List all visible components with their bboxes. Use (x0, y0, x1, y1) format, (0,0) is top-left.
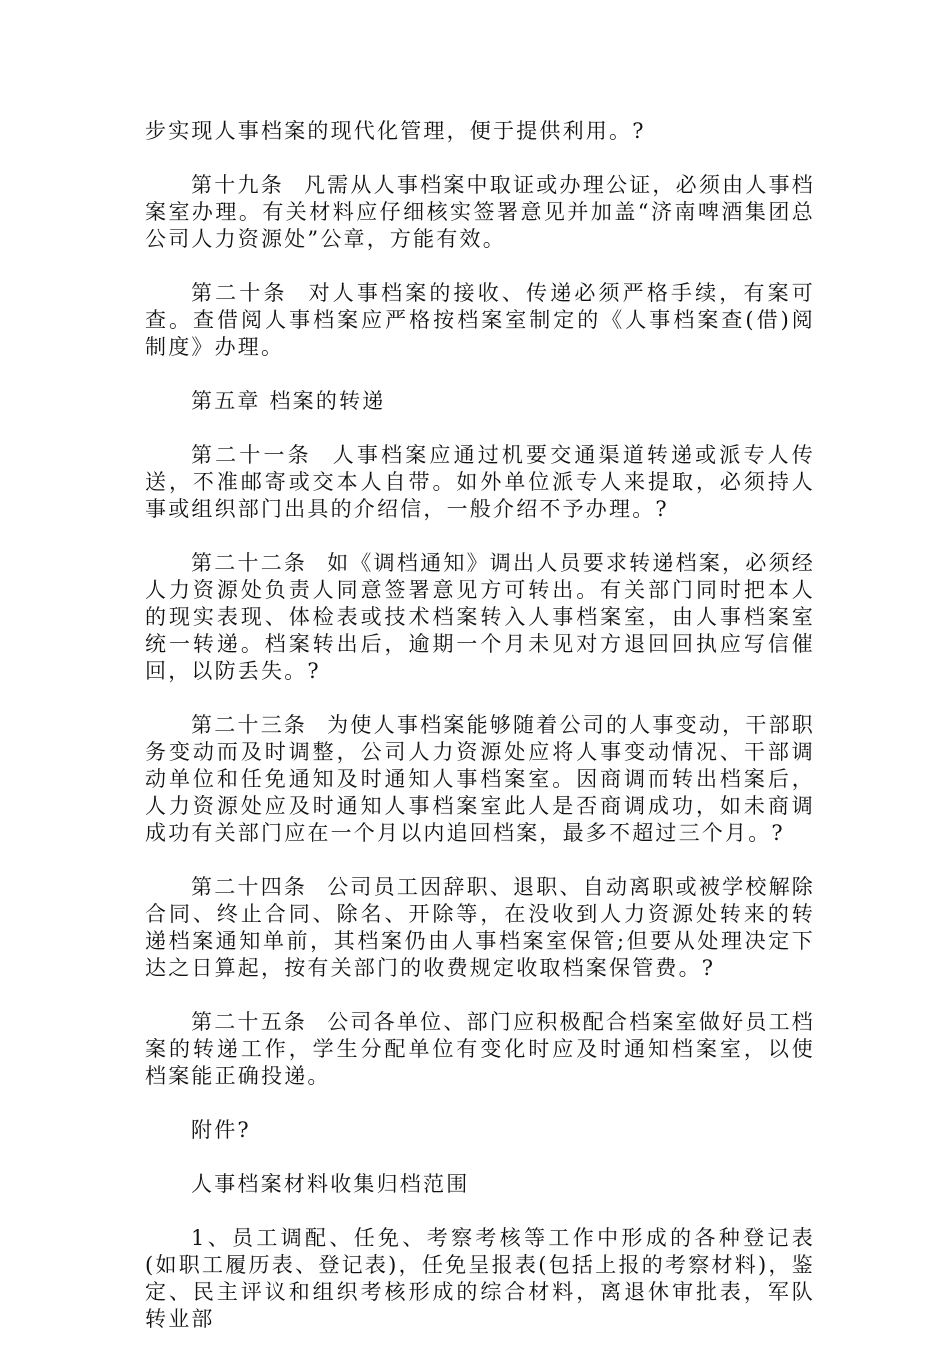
article-label: 第二十一条 (191, 443, 312, 467)
article-label: 第二十条 (191, 281, 288, 305)
article-label: 第二十三条 (191, 713, 308, 737)
paragraph-text: 步实现人事档案的现代化管理，便于提供利用。? (145, 119, 646, 143)
article-19 (145, 172, 815, 253)
article-text: 对人事档案的接收、传递必须严格手续，有案可查。查借阅人事档案应严格按档案室制定的《人事档案查(借)阅制度》办理。 (145, 281, 815, 359)
article-text: 人事档案应通过机要交通渠道转递或派专人传送，不准邮寄或交本人自带。如外单位派专人来提取，必须持人事或组织部门出具的介绍信，一般介绍不予办理。? (145, 443, 816, 521)
article-20 (145, 280, 815, 361)
document-body (145, 118, 815, 1360)
list-item (145, 1225, 815, 1333)
article-text: 如《调档通知》调出人员要求转递档案，必须经人力资源处负责人同意签署意见方可转出。有关部门同时把本人的现实表现、体检表或技术档案转入人事档案室，由人事档案室统一转递。档案转出后，逾期一个月未见对方退回回执应写信催回，以防丢失。? (145, 551, 815, 683)
continuation-paragraph (145, 118, 815, 145)
article-text: 公司员工因辞职、退职、自动离职或被学校解除合同、终止合同、除名、开除等，在没收到人力资源处转来的转递档案通知单前，其档案仍由人事档案室保管;但要从处理决定下达之日算起，按有关部门的收费规定收取档案保管费。? (145, 875, 815, 980)
article-label: 第二十二条 (191, 551, 308, 575)
heading-text: 人事档案材料收集归档范围 (191, 1172, 470, 1196)
chapter-title: 第五章 档案的转递 (191, 389, 386, 413)
article-text: 公司各单位、部门应积极配合档案室做好员工档案的转递工作，学生分配单位有变化时应及时通知档案室，以使档案能正确投递。 (145, 1010, 815, 1088)
heading-text: 附件? (191, 1118, 251, 1142)
article-23 (145, 712, 815, 847)
attachment-heading (145, 1117, 815, 1144)
article-22 (145, 550, 815, 685)
article-label: 第二十五条 (191, 1010, 308, 1034)
article-21 (145, 442, 815, 523)
article-label: 第二十四条 (191, 875, 308, 899)
article-24 (145, 874, 815, 982)
chapter-heading (145, 388, 815, 415)
article-25 (145, 1009, 815, 1090)
article-text: 凡需从人事档案中取证或办理公证，必须由人事档案室办理。有关材料应仔细核实签署意见并加盖“济南啤酒集团总公司人力资源处”公章，方能有效。 (145, 173, 815, 251)
article-text: 为使人事档案能够随着公司的人事变动，干部职务变动而及时调整，公司人力资源处应将人事变动情况、干部调动单位和任免通知及时通知人事档案室。因商调而转出档案后，人力资源处应及时通知人事档案室此人是否商调成功，如未商调成功有关部门应在一个月以内追回档案，最多不超过三个月。? (145, 713, 815, 845)
article-label: 第十九条 (191, 173, 284, 197)
attachment-title (145, 1171, 815, 1198)
item-text: 1、员工调配、任免、考察考核等工作中形成的各种登记表(如职工履历表、登记表)，任免呈报表(包括上报的考察材料)，鉴定、民主评议和组织考核形成的综合材料，离退休审批表，军队转业部 (145, 1226, 815, 1331)
